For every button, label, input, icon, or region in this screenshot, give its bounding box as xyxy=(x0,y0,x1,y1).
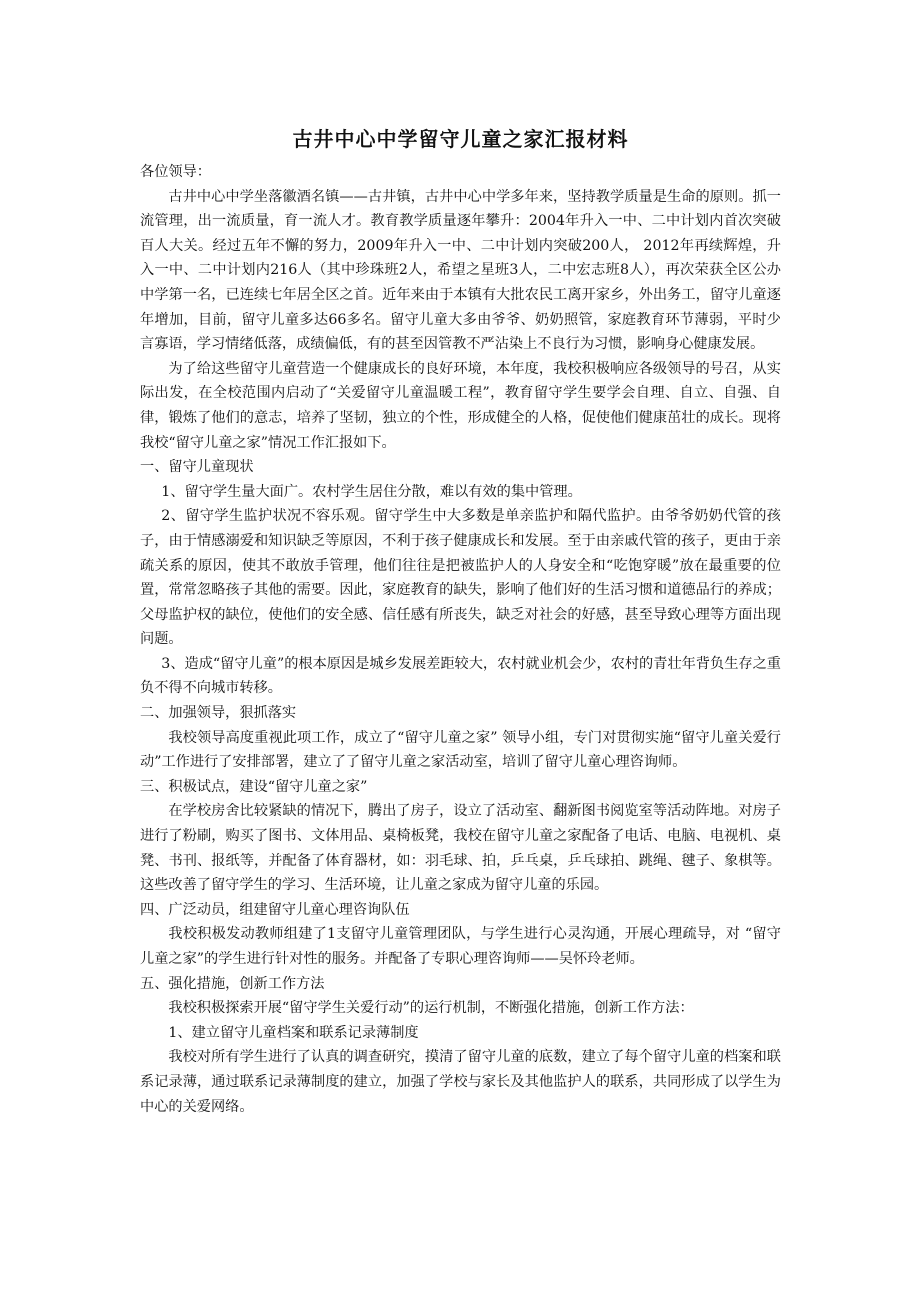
section-heading: 一、留守儿童现状 xyxy=(140,459,254,476)
paragraph: 在学校房舍比较紧缺的情况下，腾出了房子，设立了活动室、翻新图书阅览室等活动阵地。对房子进行了粉刷，购买了图书、文体用品、桌椅板凳，我校在留守儿童之家配备了电话、电脑、电视机、桌凳、书刊、报纸等，并配备了体育器材，如：羽毛球、拍，乒乓桌，乒乓球拍、跳绳、毽子、象棋等。这些改善了留守学生的学习、生活环境，让儿童之家成为留守儿童的乐园。 xyxy=(140,803,781,894)
paragraph: 我校对所有学生进行了认真的调查研究，摸清了留守儿童的底数，建立了每个留守儿童的档案和联系记录薄，通过联系记录薄制度的建立，加强了学校与家长及其他监护人的联系，共同形成了以学生为中心的关爱网络。 xyxy=(140,1049,781,1115)
section-heading: 三、积极试点，建设“留守儿童之家” xyxy=(140,778,368,795)
paragraph: 我校积极发动教师组建了1支留守儿童管理团队，与学生进行心灵沟通，开展心理疏导，对 “留守儿童之家”的学生进行针对性的服务。并配备了专职心理咨询师——吴怀玲老师。 xyxy=(140,926,781,967)
paragraph: 3、造成“留守儿童”的根本原因是城乡发展差距较大，农村就业机会少，农村的青壮年背负生存之重负不得不向城市转移。 xyxy=(140,655,781,697)
paragraph: 我校积极探索开展“留守学生关爱行动”的运行机制，不断强化措施，创新工作方法： xyxy=(168,1000,694,1017)
section-heading: 各位领导： xyxy=(140,164,211,180)
paragraph: 1、留守学生量大面广。农村学生居住分散，难以有效的集中管理。 xyxy=(161,483,582,500)
paragraph: 我校领导高度重视此项工作，成立了“留守儿童之家” 领导小组，专门对贯彻实施“留守儿童关爱行动”工作进行了安排部署，建立了了留守儿童之家活动室，培训了留守儿童心理咨询师。 xyxy=(140,729,781,771)
document-body xyxy=(140,160,781,1119)
paragraph: 古井中心中学坐落徽酒名镇——古井镇，古井中心中学多年来，坚持教学质量是生命的原则。抓一流管理，出一流质量，育一流人才。教育教学质量逐年攀升：2004年升入一中、二中计划内首次突破百人大关。经过五年不懈的努力，2009年升入一中、二中计划内突破200人， 2012年再续辉煌，升入一中、二中计划内216人（其中珍珠班2人，希望之星班3人，二中宏志班8人），再次荣获全区公办中学第一名，已连续七年居全区之首。近年来由于本镇有大批农民工离开家乡，外出务工，留守儿童逐年增加，目前，留守儿童多达66多名。留守儿童大多由爷爷、奶奶照管，家庭教育环节薄弱，平时少言寡语，学习情绪低落，成绩偏低，有的甚至因管教不严沾染上不良行为习惯，影响身心健康发展。 xyxy=(140,188,781,353)
document-title: 古井中心中学留守儿童之家汇报材料 xyxy=(292,127,629,151)
paragraph: 2、留守学生监护状况不容乐观。留守学生中大多数是单亲监护和隔代监护。由爷爷奶奶代管的孩子，由于情感溺爱和知识缺乏等原因，不利于孩子健康成长和发展。至于由亲戚代管的孩子，更由于亲疏关系的原因，使其不敢放手管理，他们往往是把被监护人的人身安全和“吃饱穿暖”放在最重要的位置，常常忽略孩子其他的需要。因此，家庭教育的缺失，影响了他们好的生活习惯和道德品行的养成；父母监护权的缺位，使他们的安全感、信任感有所丧失，缺乏对社会的好感，甚至导致心理等方面出现问题。 xyxy=(140,508,781,648)
section-heading: 二、加强领导，狠抓落实 xyxy=(140,705,297,722)
paragraph: 1、建立留守儿童档案和联系记录薄制度 xyxy=(168,1024,419,1041)
section-heading: 五、强化措施，创新工作方法 xyxy=(140,975,325,992)
document-page xyxy=(140,124,781,1119)
section-heading: 四、广泛动员，组建留守儿童心理咨询队伍 xyxy=(140,901,410,918)
paragraph: 为了给这些留守儿童营造一个健康成长的良好环境，本年度，我校积极响应各级领导的号召，从实际出发，在全校范围内启动了“关爱留守儿童温暖工程”，教育留守学生要学会自理、自立、自强、自律，锻炼了他们的意志，培养了坚韧，独立的个性，形成健全的人格，促使他们健康茁壮的成长。现将我校“留守儿童之家”情况工作汇报如下。 xyxy=(140,360,781,451)
